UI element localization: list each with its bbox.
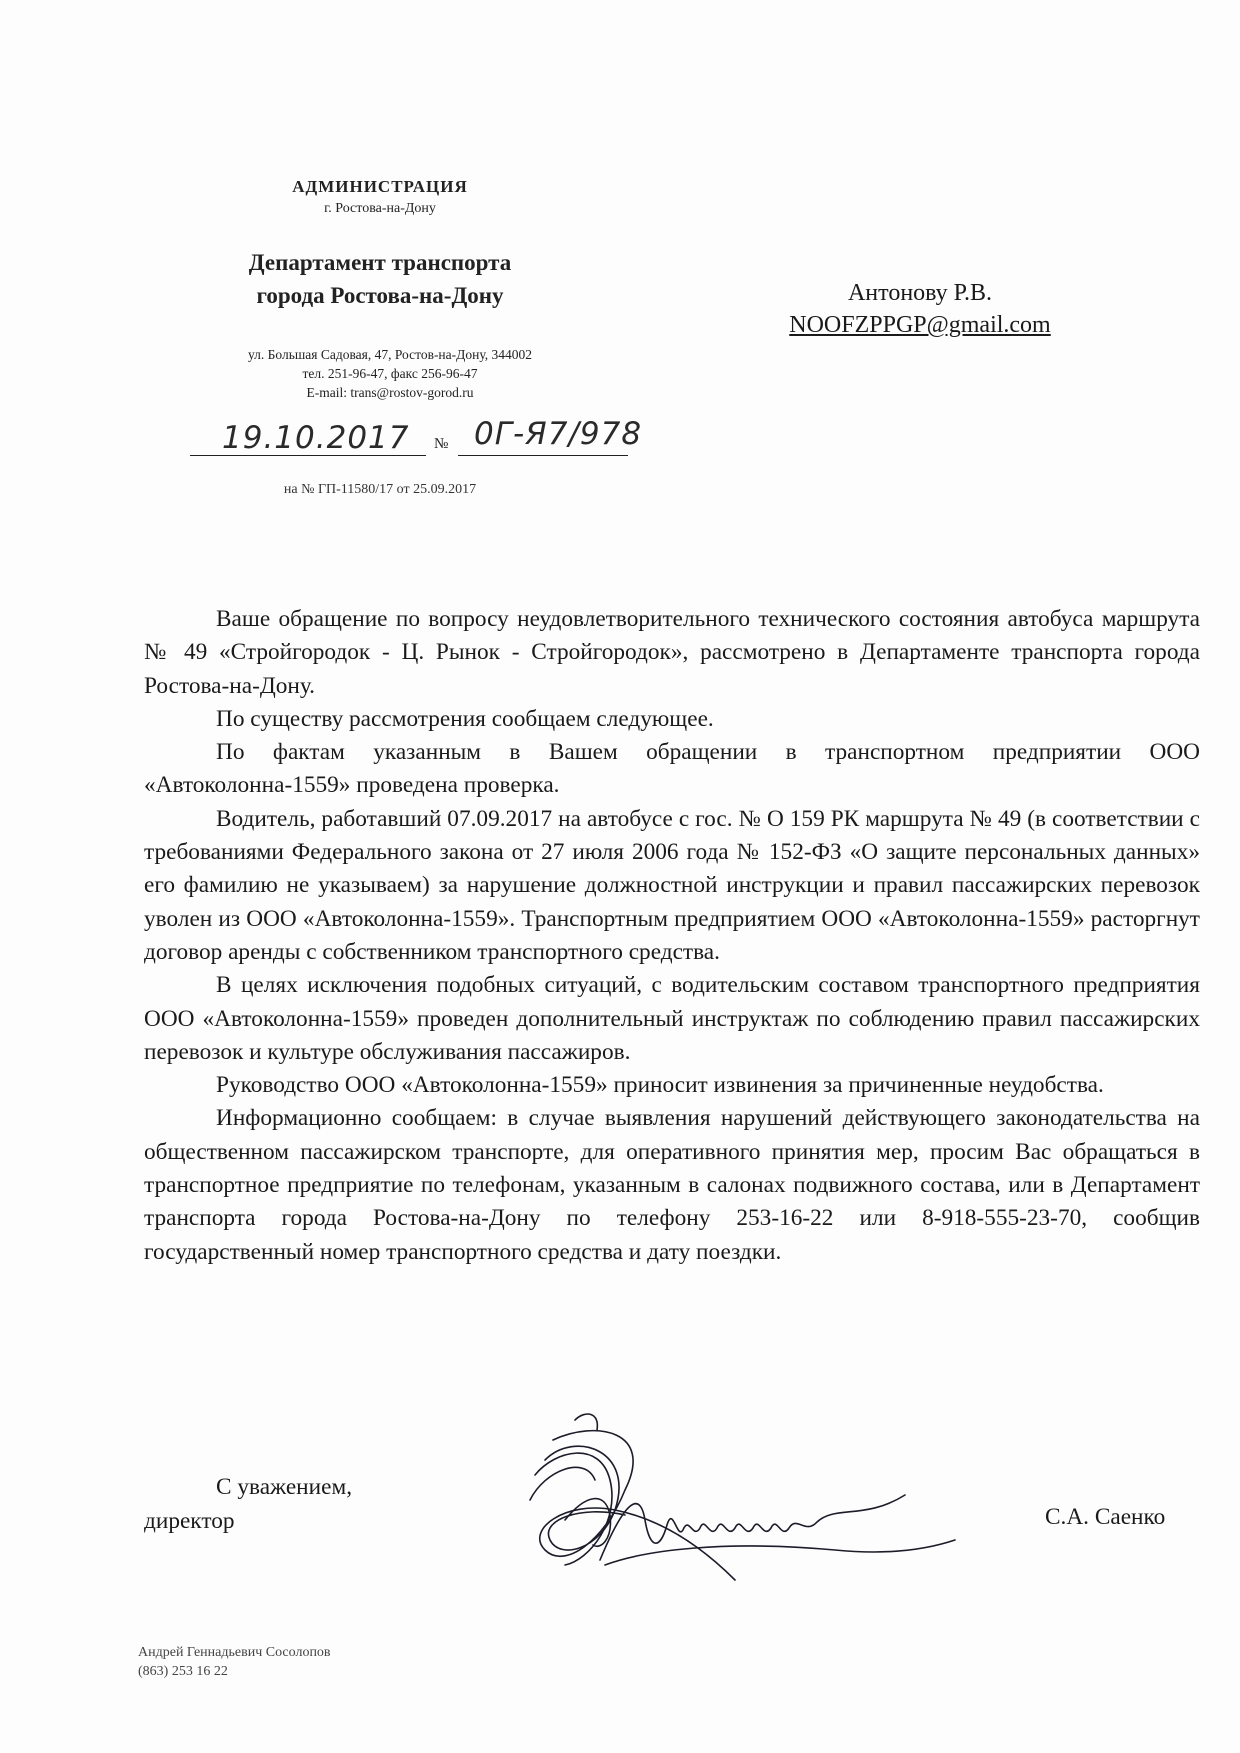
department-name-line1: Департамент транспорта [248, 250, 512, 275]
executor-phone: (863) 253 16 22 [138, 1664, 228, 1679]
number-sign: № [434, 436, 449, 452]
org-title: АДМИНИСТРАЦИЯ [292, 177, 468, 196]
executor-name: Андрей Геннадьевич Сосолопов [138, 1645, 331, 1660]
org-email: E-mail: trans@rostov-gorod.ru [306, 385, 474, 400]
org-contacts [150, 345, 630, 402]
handwritten-signature [505, 1400, 1025, 1600]
registration-number-line [458, 455, 628, 456]
department-name-line2: города Ростова-на-Дону [256, 283, 504, 308]
body-paragraph: В целях исключения подобных ситуаций, с водительским составом транспортного предприятия ООО «Автоколонна-1559» проведен дополнительный инструктаж по соблюдению правил пассажирских перевозок и культуре обслуживания пассажиров. [144, 972, 1200, 1065]
body-paragraph: Информационно сообщаем: в случае выявления нарушений действующего законодательства на общественном пассажирском транспорте, для оперативного принятия мер, просим Вас обращаться в транспортное предприятие по телефонам, указанным в салонах подвижного состава, или в Департамент транспорта города Ростова-на-Дону по телефону 253-16-22 или 8-918-555-23-70, сообщив государственный номер транспортного средства и дату поездки. [144, 1105, 1200, 1265]
registration-date: 19.10.2017 [222, 420, 410, 456]
closing-regards: С уважением, [216, 1474, 353, 1500]
executor-info [138, 1643, 331, 1681]
letter-body [144, 603, 1200, 1269]
signer-name: С.А. Саенко [1045, 1504, 1166, 1530]
body-paragraph: По существу рассмотрения сообщаем следующее. [216, 705, 714, 732]
body-paragraph: Руководство ООО «Автоколонна-1559» приносит извинения за причиненные неудобства. [216, 1072, 1104, 1099]
reference-number: на № ГП-11580/17 от 25.09.2017 [283, 482, 477, 497]
org-phone: тел. 251-96-47, факс 256-96-47 [302, 366, 478, 381]
org-address: ул. Большая Садовая, 47, Ростов-на-Дону, 344002 [248, 347, 532, 362]
body-paragraph: Водитель, работавший 07.09.2017 на автобусе с гос. № О 159 РК маршрута № 49 (в соответствии с требованиями Федерального закона от 27 июля 2006 года № 152-ФЗ «О защите персональных данных» его фамилию не указываем) за нарушение должностной инструкции и правил пассажирских перевозок уволен из ООО «Автоколонна-1559». Транспортным предприятием ООО «Автоколонна-1559» расторгнут договор аренды с собственником транспортного средства. [144, 805, 1200, 965]
signer-position: директор [144, 1508, 235, 1534]
addressee-name: Антонову Р.В. [847, 280, 993, 306]
body-paragraph: По фактам указанным в Вашем обращении в транспортном предприятии ООО «Автоколонна-1559» проведена проверка. [144, 739, 1200, 799]
closing-block [144, 1470, 352, 1538]
org-city: г. Ростова-на-Дону [324, 201, 436, 216]
addressee-email: NOOFZPPGP@gmail.com [789, 312, 1051, 338]
body-paragraph: Ваше обращение по вопросу неудовлетворительного технического состояния автобуса маршрута № 49 «Стройгородок - Ц. Рынок - Стройгородок», рассмотрено в Департаменте транспорта города Ростова-на-Дону. [144, 606, 1200, 699]
registration-number: 0Г-Я7/978 [474, 416, 643, 452]
